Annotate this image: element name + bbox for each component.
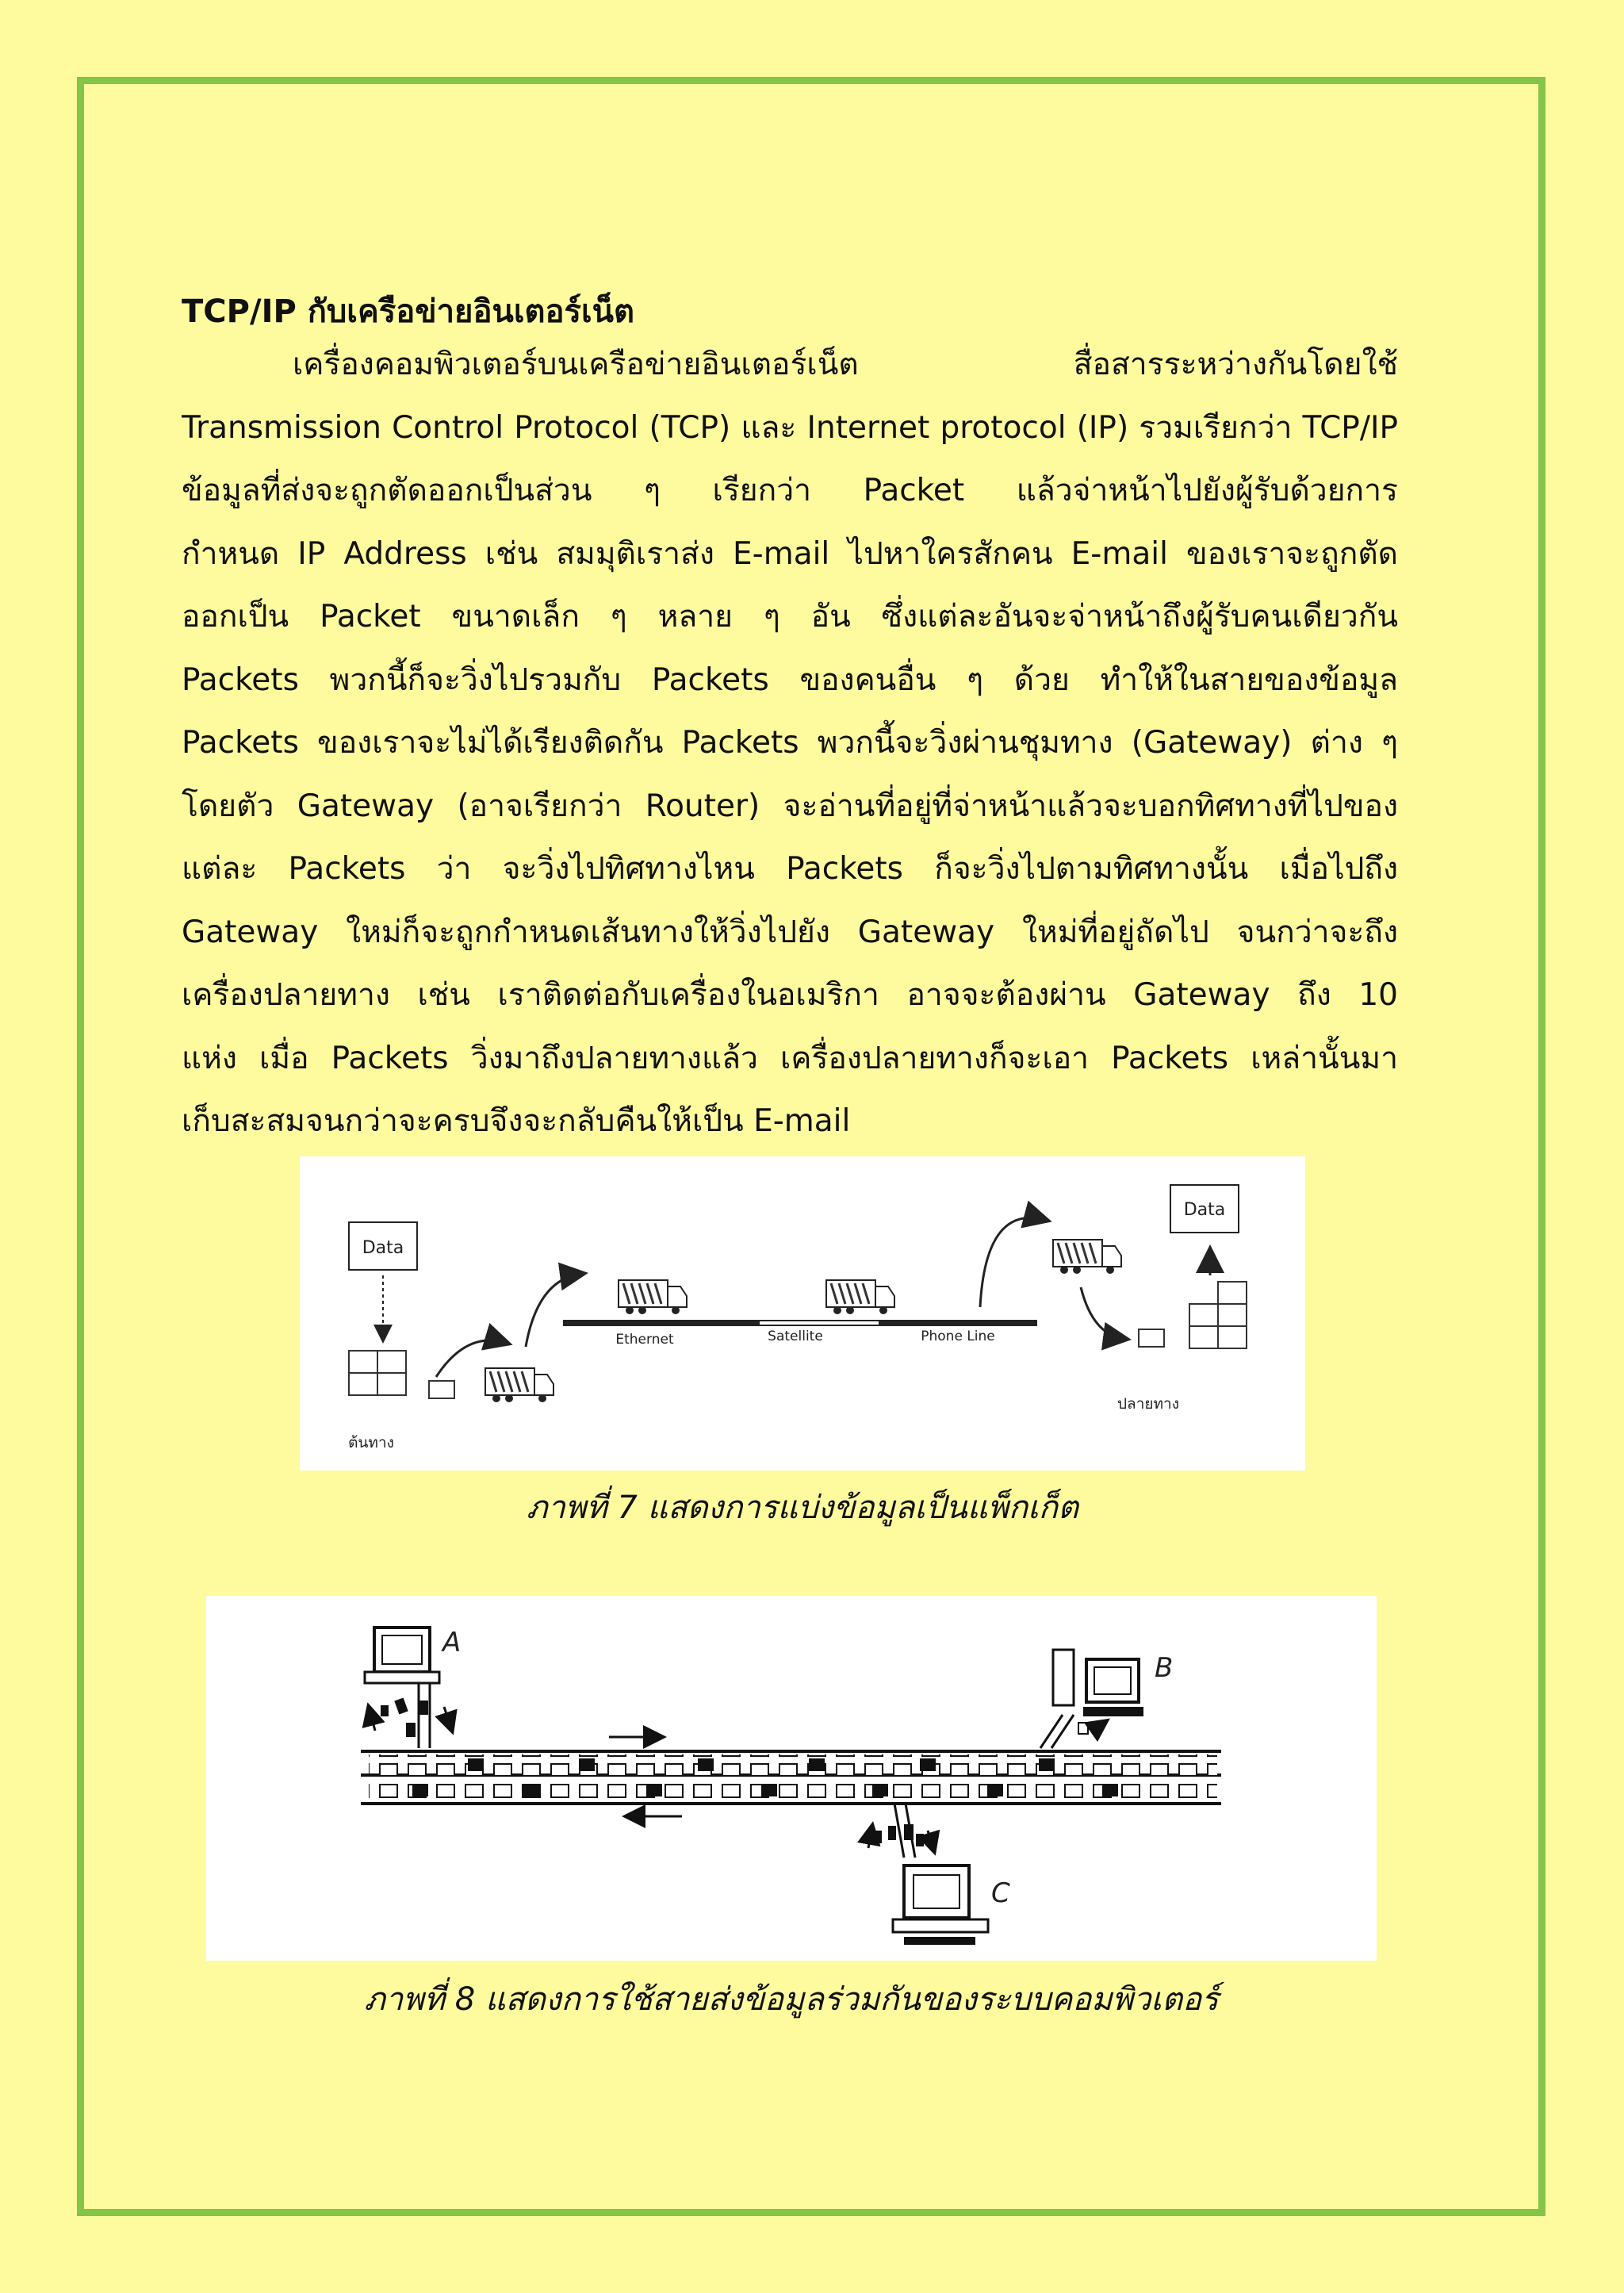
curved-arrow-4 bbox=[1081, 1287, 1124, 1339]
label-ethernet: Ethernet bbox=[615, 1332, 674, 1348]
paragraph-line: เครื่องปลายทาง เช่น เราติดต่อกับเครื่องในอเมริกา อาจจะต้องผ่าน Gateway ถึง 10 bbox=[182, 977, 1398, 1013]
label-satellite: Satellite bbox=[768, 1329, 823, 1344]
paragraph-line: Packets ของเราจะไม่ได้เรียงติดกัน Packets พวกนี้จะวิ่งผ่านชุมทาง (Gateway) ต่าง ๆ bbox=[182, 725, 1398, 761]
label-phone-line: Phone Line bbox=[921, 1329, 995, 1344]
computer-b-icon bbox=[1053, 1650, 1143, 1716]
figure-8-shared-line-diagram bbox=[206, 1596, 1377, 1961]
computer-a-icon bbox=[365, 1628, 439, 1683]
paragraph-line: ข้อมูลที่ส่งจะถูกตัดออกเป็นส่วน ๆ เรียกว่า Packet แล้วจ่าหน้าไปยังผู้รับด้วยการ bbox=[182, 473, 1398, 508]
curved-arrow-2 bbox=[526, 1274, 581, 1347]
paragraph-line: แห่ง เมื่อ Packets วิ่งมาถึงปลายทางแล้ว เครื่องปลายทางก็จะเอา Packets เหล่านั้นมา bbox=[182, 1040, 1398, 1076]
shared-transmission-line bbox=[361, 1751, 1221, 1804]
truck-icon bbox=[619, 1280, 687, 1314]
section-heading: TCP/IP กับเครือข่ายอินเตอร์เน็ต bbox=[182, 293, 634, 330]
paragraph-line: Gateway ใหม่ก็จะถูกกำหนดเส้นทางให้วิ่งไปยัง Gateway ใหม่ที่อยู่ถัดไป จนกว่าจะถึง bbox=[182, 914, 1398, 950]
truck-icon bbox=[1053, 1240, 1121, 1274]
paragraph-line: โดยตัว Gateway (อาจเรียกว่า Router) จะอ่านที่อยู่ที่จ่าหน้าแล้วจะบอกทิศทางที่ไปของ bbox=[182, 788, 1398, 824]
label-source: ต้นทาง bbox=[348, 1434, 394, 1451]
curved-arrow-3 bbox=[980, 1217, 1045, 1307]
label-b: B bbox=[1155, 1652, 1174, 1684]
figure-7-svg bbox=[300, 1156, 1305, 1471]
data-box-right-label: Data bbox=[1183, 1200, 1226, 1220]
label-destination: ปลายทาง bbox=[1117, 1395, 1179, 1413]
figure-7-packet-diagram bbox=[300, 1156, 1305, 1471]
paragraph-line: กำหนด IP Address เช่น สมมุติเราส่ง E-mail ไปหาใครสักคน E-mail ของเราจะถูกตัด bbox=[182, 535, 1398, 572]
figure-8-caption: ภาพที่ 8 แสดงการใช้สายส่งข้อมูลร่วมกันของระบบคอมพิวเตอร์ bbox=[364, 1981, 1219, 2018]
figure-7-caption: ภาพที่ 7 แสดงการแบ่งข้อมูลเป็นแพ็กเก็ต bbox=[527, 1490, 1078, 1526]
paragraph-line: Transmission Control Protocol (TCP) และ Internet protocol (IP) รวมเรียกว่า TCP/IP bbox=[182, 409, 1398, 446]
single-packet-left bbox=[429, 1381, 454, 1398]
truck-icon bbox=[485, 1368, 553, 1402]
paragraph-line: แต่ละ Packets ว่า จะวิ่งไปทิศทางไหน Packets ก็จะวิ่งไปตามทิศทางนั้น เมื่อไปถึง bbox=[182, 851, 1398, 887]
single-packet-right bbox=[1139, 1329, 1164, 1347]
packet-grid-left bbox=[349, 1351, 406, 1395]
figure-8-svg bbox=[206, 1596, 1377, 1961]
paragraph-line: ออกเป็น Packet ขนาดเล็ก ๆ หลาย ๆ อัน ซึ่งแต่ละอันจะจ่าหน้าถึงผู้รับคนเดียวกัน bbox=[182, 599, 1398, 635]
computer-c-icon bbox=[893, 1865, 988, 1945]
packets-near-a bbox=[381, 1697, 428, 1737]
paragraph-line: เก็บสะสมจนกว่าจะครบจึงจะกลับคืนให้เป็น E-mail bbox=[182, 1103, 851, 1139]
label-a: A bbox=[442, 1627, 462, 1658]
paragraph-line: เครื่องคอมพิวเตอร์บนเครือข่ายอินเตอร์เน็ต สื่อสารระหว่างกันโดยใช้ bbox=[293, 347, 1398, 382]
label-c: C bbox=[991, 1877, 1010, 1909]
data-box-left-label: Data bbox=[362, 1238, 404, 1258]
body-paragraph bbox=[182, 333, 1398, 1153]
packet-grid-right bbox=[1189, 1282, 1247, 1348]
paragraph-line: Packets พวกนี้ก็จะวิ่งไปรวมกับ Packets ของคนอื่น ๆ ด้วย ทำให้ในสายของข้อมูล bbox=[182, 661, 1398, 698]
truck-icon bbox=[826, 1280, 894, 1314]
